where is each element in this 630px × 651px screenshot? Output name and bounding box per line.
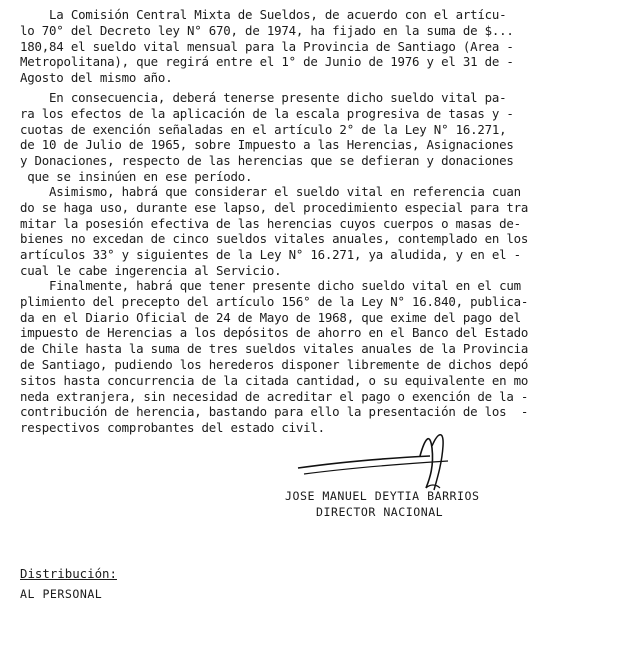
distribution-recipient: AL PERSONAL <box>20 587 103 601</box>
paragraph-sueldo-vital-fijado: La Comisión Central Mixta de Sueldos, de acuerdo con el artícu- lo 70° del Decreto ley N° 670, de 1974, ha fijado en la suma de $... 180,84 el sueldo vital mensual para la Provincia de Santiago (Area - Metropolitana), que regirá entre el 1° de Junio de 1976 y el 31 de - Agosto del mismo año. <box>20 7 514 86</box>
signatory-name: JOSE MANUEL DEYTIA BARRIOS <box>285 489 480 503</box>
distribution-label: Distribución: <box>20 566 117 581</box>
signatory-title: DIRECTOR NACIONAL <box>316 505 444 519</box>
paragraph-finalmente: Finalmente, habrá que tener presente dicho sueldo vital en el cum plimiento del precepto del artículo 156° de la Ley N° 16.840, publica- da en el Diario Oficial de 24 de Mayo de 1968, que exime del pago del impuesto de Herencias a los depósitos de ahorro en el Banco del Estado de Chile hasta la suma de tres sueldos vitales anuales de la Provincia de Santiago, pudiendo los herederos disponer libremente de dichos depó sitos hasta concurrencia de la citada cantidad, o su equivalente en mo neda extranjera, sin necesidad de acreditar el pago o exención de la - contribución de herencia, bastando para ello la presentación de los - respectivos comprobantes del estado civil. <box>20 278 529 436</box>
paragraph-consecuencia: En consecuencia, deberá tenerse presente dicho sueldo vital pa- ra los efectos de la aplicación de la escala progresiva de tasas y - cuotas de exención señaladas en el artículo 2° de la Ley N° 16.271, de 10 de Julio de 1965, sobre Impuesto a las Herencias, Asignaciones y Donaciones, respecto de las herencias que se defieran y donaciones que se insinúen en ese período. <box>20 90 514 184</box>
paragraph-asimismo: Asimismo, habrá que considerar el sueldo vital en referencia cuan do se haga uso, durante ese lapso, del procedimiento especial para tra mitar la posesión efectiva de las herencias cuyos cuerpos o masas de- bienes no excedan de cinco sueldos vitales anuales, contemplado en los artículos 33° y siguientes de la Ley N° 16.271, ya aludida, y en el - cual le cabe ingerencia al Servicio. <box>20 184 529 278</box>
